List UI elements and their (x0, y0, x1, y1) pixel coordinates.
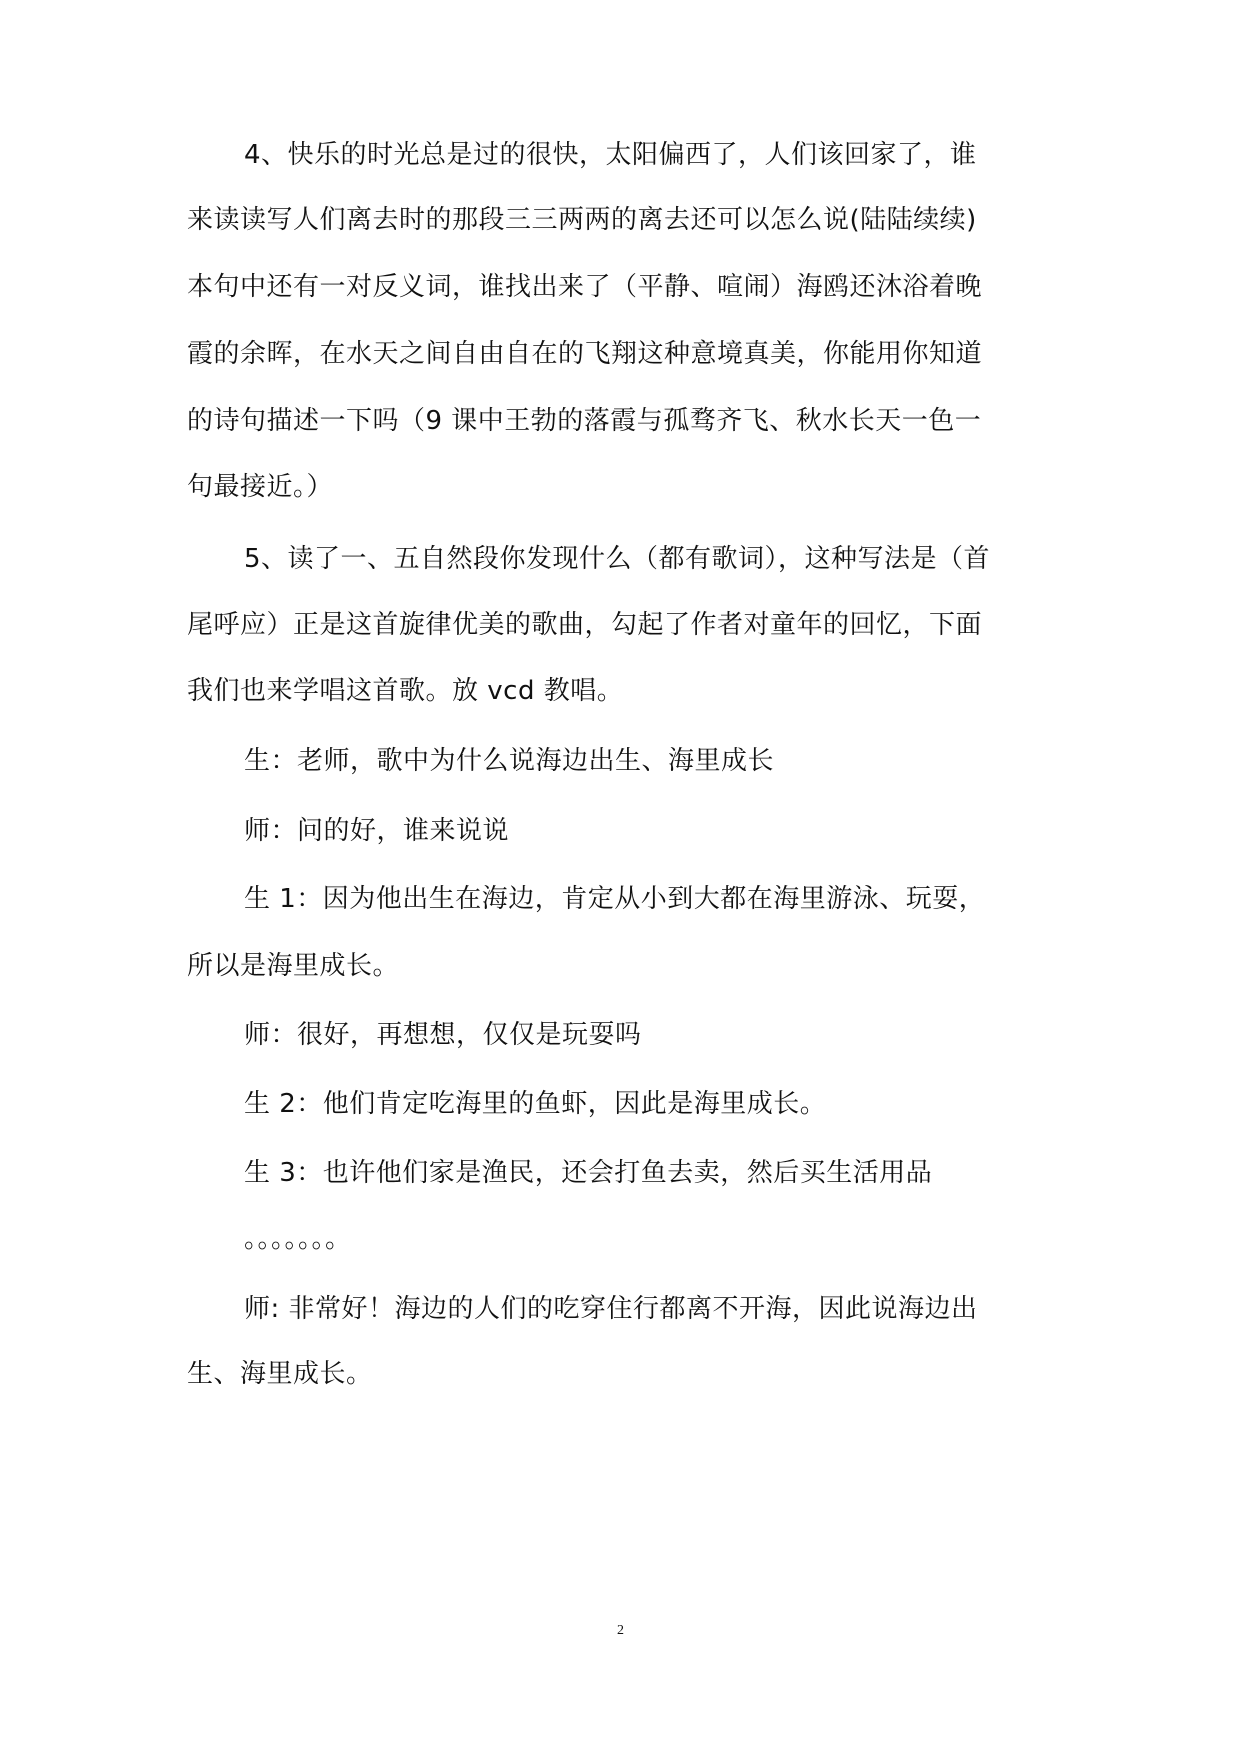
text-line: 生 1：因为他出生在海边，肯定从小到大都在海里游泳、玩耍， (244, 884, 986, 914)
text-line: 所以是海里成长。 (187, 951, 400, 981)
text-line: 4、快乐的时光总是过的很快，太阳偏西了，人们该回家了，谁 (244, 140, 977, 170)
text-line: 师: 非常好！海边的人们的吃穿住行都离不开海，因此说海边出 (244, 1294, 978, 1324)
text-line: 本句中还有一对反义词，谁找出来了（平静、喧闹）海鸥还沐浴着晚 (187, 272, 983, 302)
text-line: 的诗句描述一下吗（9 课中王勃的落霞与孤骛齐飞、秋水长天一色一 (187, 406, 982, 436)
text-line: 。。。。。。。 (244, 1224, 352, 1254)
text-line: 师：很好，再想想，仅仅是玩耍吗 (244, 1020, 642, 1050)
text-line: 霞的余晖，在水天之间自由自在的飞翔这种意境真美，你能用你知道 (187, 339, 983, 369)
page-number: 2 (617, 1623, 624, 1638)
text-line: 句最接近。） (187, 472, 334, 502)
text-line: 生 3：也许他们家是渔民，还会打鱼去卖，然后买生活用品 (244, 1158, 933, 1188)
text-line: 来读读写人们离去时的那段三三两两的离去还可以怎么说(陆陆续续) (187, 205, 977, 235)
text-line: 生、海里成长。 (187, 1359, 373, 1389)
text-line: 5、读了一、五自然段你发现什么（都有歌词），这种写法是（首 (244, 544, 991, 574)
text-line: 我们也来学唱这首歌。放 vcd 教唱。 (187, 676, 624, 706)
text-line: 生 2：他们肯定吃海里的鱼虾，因此是海里成长。 (244, 1089, 827, 1119)
text-line: 师：问的好，谁来说说 (244, 816, 510, 846)
text-line: 尾呼应）正是这首旋律优美的歌曲，勾起了作者对童年的回忆，下面 (187, 610, 983, 640)
text-line: 生：老师，歌中为什么说海边出生、海里成长 (244, 746, 775, 776)
